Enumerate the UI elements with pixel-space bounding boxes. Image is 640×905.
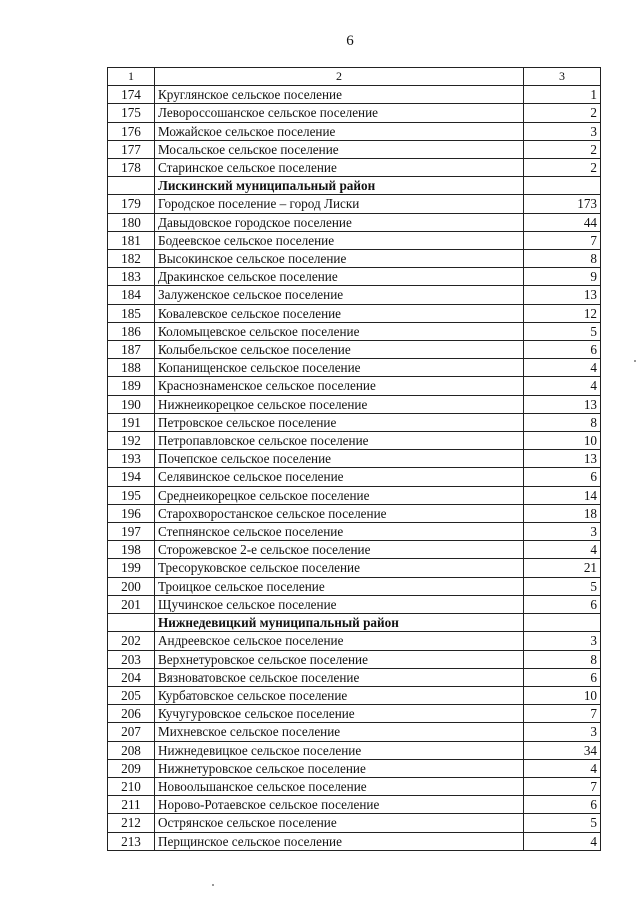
row-number: 178 — [108, 159, 155, 177]
row-value: 7 — [524, 777, 601, 795]
settlement-name: Андреевское сельское поселение — [155, 632, 524, 650]
row-number: 192 — [108, 432, 155, 450]
row-number: 207 — [108, 723, 155, 741]
row-number: 180 — [108, 213, 155, 231]
row-number: 208 — [108, 741, 155, 759]
table-row — [108, 796, 601, 814]
table-row — [108, 595, 601, 613]
row-value: 4 — [524, 541, 601, 559]
row-number: 196 — [108, 504, 155, 522]
settlement-name: Кучугуровское сельское поселение — [155, 705, 524, 723]
settlement-name: Можайское сельское поселение — [155, 122, 524, 140]
row-value: 4 — [524, 832, 601, 850]
page-number: 6 — [346, 33, 354, 49]
section-row — [108, 614, 601, 632]
row-number: 188 — [108, 359, 155, 377]
row-number: 193 — [108, 450, 155, 468]
settlement-name: Сторожевское 2-е сельское поселение — [155, 541, 524, 559]
settlement-name: Троицкое сельское поселение — [155, 577, 524, 595]
settlement-name: Городское поселение – город Лиски — [155, 195, 524, 213]
row-number: 179 — [108, 195, 155, 213]
settlement-name: Высокинское сельское поселение — [155, 250, 524, 268]
table-row — [108, 523, 601, 541]
settlement-name: Петровское сельское поселение — [155, 413, 524, 431]
table-row — [108, 322, 601, 340]
table-row — [108, 777, 601, 795]
settlement-name: Круглянское сельское поселение — [155, 86, 524, 104]
table-row — [108, 504, 601, 522]
row-value: 34 — [524, 741, 601, 759]
settlement-name: Острянское сельское поселение — [155, 814, 524, 832]
row-value: 9 — [524, 268, 601, 286]
row-value: 7 — [524, 705, 601, 723]
scan-speck — [634, 360, 636, 362]
row-number: 213 — [108, 832, 155, 850]
row-value: 1 — [524, 86, 601, 104]
row-number: 203 — [108, 650, 155, 668]
settlements-table — [107, 67, 601, 851]
column-header-value: 3 — [524, 68, 601, 86]
row-number: 200 — [108, 577, 155, 595]
table-row — [108, 723, 601, 741]
header-row — [108, 68, 601, 86]
row-number: 190 — [108, 395, 155, 413]
row-value: 7 — [524, 231, 601, 249]
row-value: 12 — [524, 304, 601, 322]
column-header-number: 1 — [108, 68, 155, 86]
table-body — [108, 68, 601, 851]
row-number: 205 — [108, 686, 155, 704]
table-row — [108, 668, 601, 686]
table-row — [108, 395, 601, 413]
row-value: 2 — [524, 159, 601, 177]
settlement-name: Норово-Ротаевское сельское поселение — [155, 796, 524, 814]
settlement-name: Залуженское сельское поселение — [155, 286, 524, 304]
row-number: 210 — [108, 777, 155, 795]
row-value: 21 — [524, 559, 601, 577]
row-value: 6 — [524, 341, 601, 359]
settlement-name: Верхнетуровское сельское поселение — [155, 650, 524, 668]
row-value: 8 — [524, 413, 601, 431]
row-number: 183 — [108, 268, 155, 286]
row-number: 202 — [108, 632, 155, 650]
settlement-name: Нижнедевицкое сельское поселение — [155, 741, 524, 759]
row-number: 181 — [108, 231, 155, 249]
row-value: 6 — [524, 668, 601, 686]
settlement-name: Почепское сельское поселение — [155, 450, 524, 468]
row-value: 14 — [524, 486, 601, 504]
row-value: 2 — [524, 104, 601, 122]
row-number: 184 — [108, 286, 155, 304]
settlement-name: Степнянское сельское поселение — [155, 523, 524, 541]
settlement-name: Копанищенское сельское поселение — [155, 359, 524, 377]
scan-speck — [212, 884, 214, 886]
table-row — [108, 195, 601, 213]
row-number: 174 — [108, 86, 155, 104]
settlement-name: Давыдовское городское поселение — [155, 213, 524, 231]
settlement-name: Михневское сельское поселение — [155, 723, 524, 741]
settlement-name: Краснознаменское сельское поселение — [155, 377, 524, 395]
row-number: 175 — [108, 104, 155, 122]
settlement-name: Коломыцевское сельское поселение — [155, 322, 524, 340]
settlement-name: Старинское сельское поселение — [155, 159, 524, 177]
settlement-name: Нижнетуровское сельское поселение — [155, 759, 524, 777]
row-value: 4 — [524, 759, 601, 777]
table-row — [108, 432, 601, 450]
row-value: 6 — [524, 468, 601, 486]
table-row — [108, 686, 601, 704]
settlement-name: Колыбельское сельское поселение — [155, 341, 524, 359]
table-row — [108, 159, 601, 177]
row-value: 173 — [524, 195, 601, 213]
row-number: 186 — [108, 322, 155, 340]
section-row — [108, 177, 601, 195]
table-row — [108, 122, 601, 140]
table-row — [108, 486, 601, 504]
row-value: 3 — [524, 723, 601, 741]
settlement-name: Левороссошанское сельское поселение — [155, 104, 524, 122]
row-value: 3 — [524, 632, 601, 650]
row-number: 191 — [108, 413, 155, 431]
row-value — [524, 177, 601, 195]
row-number — [108, 614, 155, 632]
settlement-name: Щучинское сельское поселение — [155, 595, 524, 613]
table-row — [108, 559, 601, 577]
table-row — [108, 304, 601, 322]
row-number: 195 — [108, 486, 155, 504]
settlement-name: Нижнеикорецкое сельское поселение — [155, 395, 524, 413]
table-row — [108, 650, 601, 668]
district-name: Нижнедевицкий муниципальный район — [155, 614, 524, 632]
table-row — [108, 377, 601, 395]
row-value: 3 — [524, 523, 601, 541]
table-row — [108, 359, 601, 377]
row-value: 13 — [524, 450, 601, 468]
settlement-name: Ковалевское сельское поселение — [155, 304, 524, 322]
district-name: Лискинский муниципальный район — [155, 177, 524, 195]
table-row — [108, 268, 601, 286]
row-value: 10 — [524, 686, 601, 704]
row-value: 3 — [524, 122, 601, 140]
row-value: 2 — [524, 140, 601, 158]
settlement-name: Новоольшанское сельское поселение — [155, 777, 524, 795]
row-value: 8 — [524, 250, 601, 268]
settlement-name: Бодеевское сельское поселение — [155, 231, 524, 249]
row-value: 4 — [524, 377, 601, 395]
settlement-name: Курбатовское сельское поселение — [155, 686, 524, 704]
table-row — [108, 759, 601, 777]
column-header-name: 2 — [155, 68, 524, 86]
row-number: 211 — [108, 796, 155, 814]
row-number: 212 — [108, 814, 155, 832]
table-row — [108, 213, 601, 231]
row-number: 177 — [108, 140, 155, 158]
settlement-name: Петропавловское сельское поселение — [155, 432, 524, 450]
settlement-name: Мосальское сельское поселение — [155, 140, 524, 158]
row-number: 204 — [108, 668, 155, 686]
table-row — [108, 705, 601, 723]
table-row — [108, 231, 601, 249]
row-number: 185 — [108, 304, 155, 322]
row-value: 6 — [524, 796, 601, 814]
row-number: 182 — [108, 250, 155, 268]
row-value: 18 — [524, 504, 601, 522]
row-value: 8 — [524, 650, 601, 668]
table-row — [108, 413, 601, 431]
table-row — [108, 577, 601, 595]
table-row — [108, 286, 601, 304]
row-value — [524, 614, 601, 632]
row-value: 6 — [524, 595, 601, 613]
row-value: 13 — [524, 395, 601, 413]
settlement-name: Селявинское сельское поселение — [155, 468, 524, 486]
table-row — [108, 741, 601, 759]
settlement-name: Дракинское сельское поселение — [155, 268, 524, 286]
settlement-name: Среднеикорецкое сельское поселение — [155, 486, 524, 504]
table-row — [108, 541, 601, 559]
row-number: 199 — [108, 559, 155, 577]
row-number: 176 — [108, 122, 155, 140]
row-value: 5 — [524, 814, 601, 832]
table-row — [108, 86, 601, 104]
row-number — [108, 177, 155, 195]
row-number: 206 — [108, 705, 155, 723]
row-number: 187 — [108, 341, 155, 359]
table-row — [108, 814, 601, 832]
table-row — [108, 341, 601, 359]
row-value: 10 — [524, 432, 601, 450]
row-number: 201 — [108, 595, 155, 613]
table-row — [108, 468, 601, 486]
row-number: 197 — [108, 523, 155, 541]
table-row — [108, 632, 601, 650]
row-value: 5 — [524, 577, 601, 595]
settlement-name: Тресоруковское сельское поселение — [155, 559, 524, 577]
table-row — [108, 250, 601, 268]
table-row — [108, 832, 601, 850]
table-row — [108, 104, 601, 122]
settlement-name: Старохворостанское сельское поселение — [155, 504, 524, 522]
settlement-name: Перщинское сельское поселение — [155, 832, 524, 850]
settlement-name: Вязноватовское сельское поселение — [155, 668, 524, 686]
row-value: 5 — [524, 322, 601, 340]
row-value: 4 — [524, 359, 601, 377]
row-number: 209 — [108, 759, 155, 777]
row-number: 198 — [108, 541, 155, 559]
row-number: 189 — [108, 377, 155, 395]
row-value: 44 — [524, 213, 601, 231]
table-row — [108, 450, 601, 468]
row-value: 13 — [524, 286, 601, 304]
table-row — [108, 140, 601, 158]
row-number: 194 — [108, 468, 155, 486]
